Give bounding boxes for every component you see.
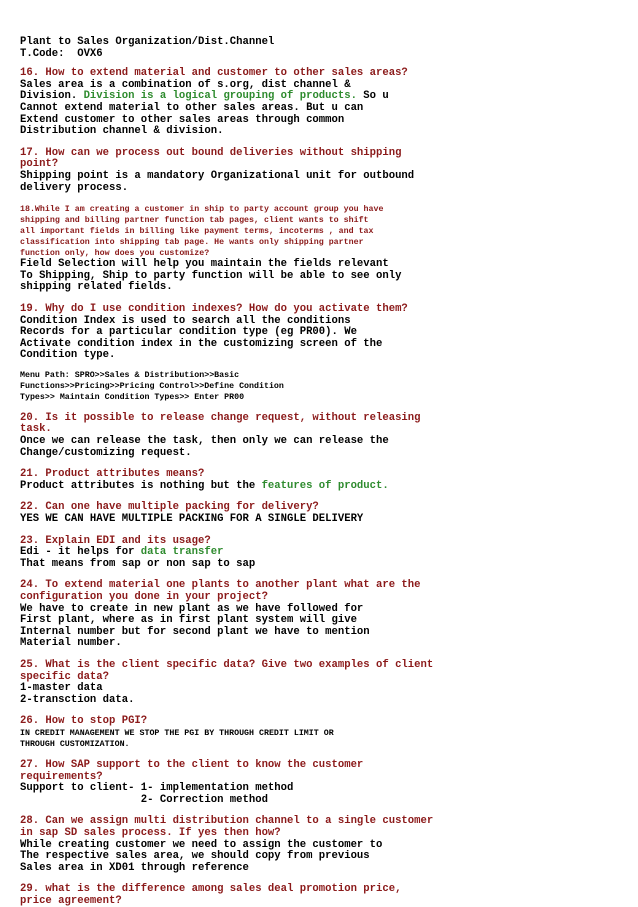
highlight-features: features of product. (261, 479, 389, 492)
answer-24-line-1: We have to create in new plant as we have followed for (20, 602, 364, 615)
question-29-line-1: 29. what is the difference among sales deal promotion price, (20, 883, 402, 896)
menu-path-line-2: Functions>>Pricing>>Pricing Control>>Define Condition (20, 381, 284, 391)
answer-25-line-2: 2-transction data. (20, 693, 135, 706)
answer-20-line-2: Change/customizing request. (20, 446, 192, 459)
answer-21-line-1 (20, 481, 620, 493)
answer-18-line-2: To Shipping, Ship to party function will be able to see only (20, 269, 402, 282)
answer-16-text: Division. (20, 90, 84, 103)
question-18-line-1: 18.While I am creating a customer in ship to party account group you have (20, 205, 384, 215)
question-26: 26. How to stop PGI? (20, 715, 148, 728)
answer-16-line-5: Distribution channel & division. (20, 125, 224, 138)
answer-18-line-3: shipping related fields. (20, 281, 173, 294)
answer-26-line-1: IN CREDIT MANAGEMENT WE STOP THE PGI BY THROUGH CREDIT LIMIT OR (20, 728, 334, 738)
answer-28-line-1: While creating customer we need to assign the customer to (20, 838, 383, 851)
question-28-line-2: in sap SD sales process. If yes then how? (20, 826, 281, 839)
question-22: 22. Can one have multiple packing for delivery? (20, 501, 319, 514)
question-25-line-2: specific data? (20, 670, 110, 683)
answer-28-line-2: The respective sales area, we should copy from previous (20, 850, 370, 863)
question-18-line-4: classification into shipping tab page. He wants only shipping partner (20, 238, 364, 248)
question-17-line-2: point? (20, 158, 59, 171)
question-27-line-2: requirements? (20, 770, 103, 783)
answer-16-line-4: Extend customer to other sales areas through common (20, 113, 345, 126)
answer-26-line-2: THROUGH CUSTOMIZATION. (20, 739, 130, 749)
answer-17-line-1: Shipping point is a mandatory Organizational unit for outbound (20, 169, 415, 182)
question-17-line-1: 17. How can we process out bound deliveries without shipping (20, 146, 402, 159)
answer-24-line-4: Material number. (20, 637, 122, 650)
answer-27-line-2: 2- Correction method (20, 793, 268, 806)
tcode-line: T.Code: OVX6 (20, 47, 103, 60)
highlight-data-transfer: data transfer (140, 546, 224, 559)
question-28-line-1: 28. Can we assign multi distribution channel to a single customer (20, 815, 434, 828)
answer-22-line-1: YES WE CAN HAVE MULTIPLE PACKING FOR A SINGLE DELIVERY (20, 513, 364, 526)
answer-19-line-2: Records for a particular condition type (eg PR00). We (20, 326, 357, 339)
answer-24-line-2: First plant, where as in first plant system will give (20, 614, 357, 627)
answer-27-line-1: Support to client- 1- implementation method (20, 782, 294, 795)
answer-16-line-3: Cannot extend material to other sales areas. But u can (20, 101, 364, 114)
question-25-line-1: 25. What is the client specific data? Give two examples of client (20, 658, 434, 671)
question-18-line-5: function only, how does you customize? (20, 249, 210, 259)
answer-25-line-1: 1-master data (20, 682, 103, 695)
question-20-line-1: 20. Is it possible to release change request, without releasing (20, 411, 421, 424)
menu-path-line-1: Menu Path: SPRO>>Sales & Distribution>>Basic (20, 370, 240, 380)
answer-19-line-1: Condition Index is used to search all the conditions (20, 314, 351, 327)
question-23: 23. Explain EDI and its usage? (20, 534, 211, 547)
highlight-division: Division is a logical grouping of products. (83, 90, 357, 103)
answer-19-line-3: Activate condition index in the customizing screen of the (20, 337, 383, 350)
answer-16-text-cont: So u (356, 90, 389, 103)
answer-24-line-3: Internal number but for second plant we have to mention (20, 625, 370, 638)
menu-path-line-3: Types>> Maintain Condition Types>> Enter PR00 (20, 392, 245, 402)
answer-16-line-1: Sales area is a combination of s.org, dist channel & (20, 78, 351, 91)
answer-21-text: Product attributes is nothing but the (20, 479, 262, 492)
answer-17-line-2: delivery process. (20, 181, 129, 194)
question-27-line-1: 27. How SAP support to the client to know the customer (20, 758, 364, 771)
doc-title: Plant to Sales Organization/Dist.Channel (20, 36, 275, 48)
question-18-line-3: all important fields in billing like payment terms, incoterms , and tax (20, 227, 374, 237)
question-19: 19. Why do I use condition indexes? How do you activate them? (20, 302, 408, 315)
answer-23-line-2: That means from sap or non sap to sap (20, 557, 256, 570)
document-page (20, 37, 620, 907)
question-16: 16. How to extend material and customer to other sales areas? (20, 67, 408, 80)
question-29-line-2: price agreement? (20, 894, 122, 907)
answer-19-line-4: Condition type. (20, 349, 116, 362)
answer-20-line-1: Once we can release the task, then only we can release the (20, 435, 389, 448)
answer-23-text: Edi - it helps for (20, 546, 141, 559)
question-24-line-2: configuration you done in your project? (20, 591, 268, 603)
answer-28-line-3: Sales area in XD01 through reference (20, 861, 249, 874)
question-18-line-2: shipping and billing partner function tab pages, client wants to shift (20, 216, 369, 226)
question-21: 21. Product attributes means? (20, 468, 205, 481)
question-20-line-2: task. (20, 423, 52, 436)
question-24-line-1: 24. To extend material one plants to another plant what are the (20, 579, 421, 592)
answer-18-line-1: Field Selection will help you maintain the fields relevant (20, 258, 389, 271)
